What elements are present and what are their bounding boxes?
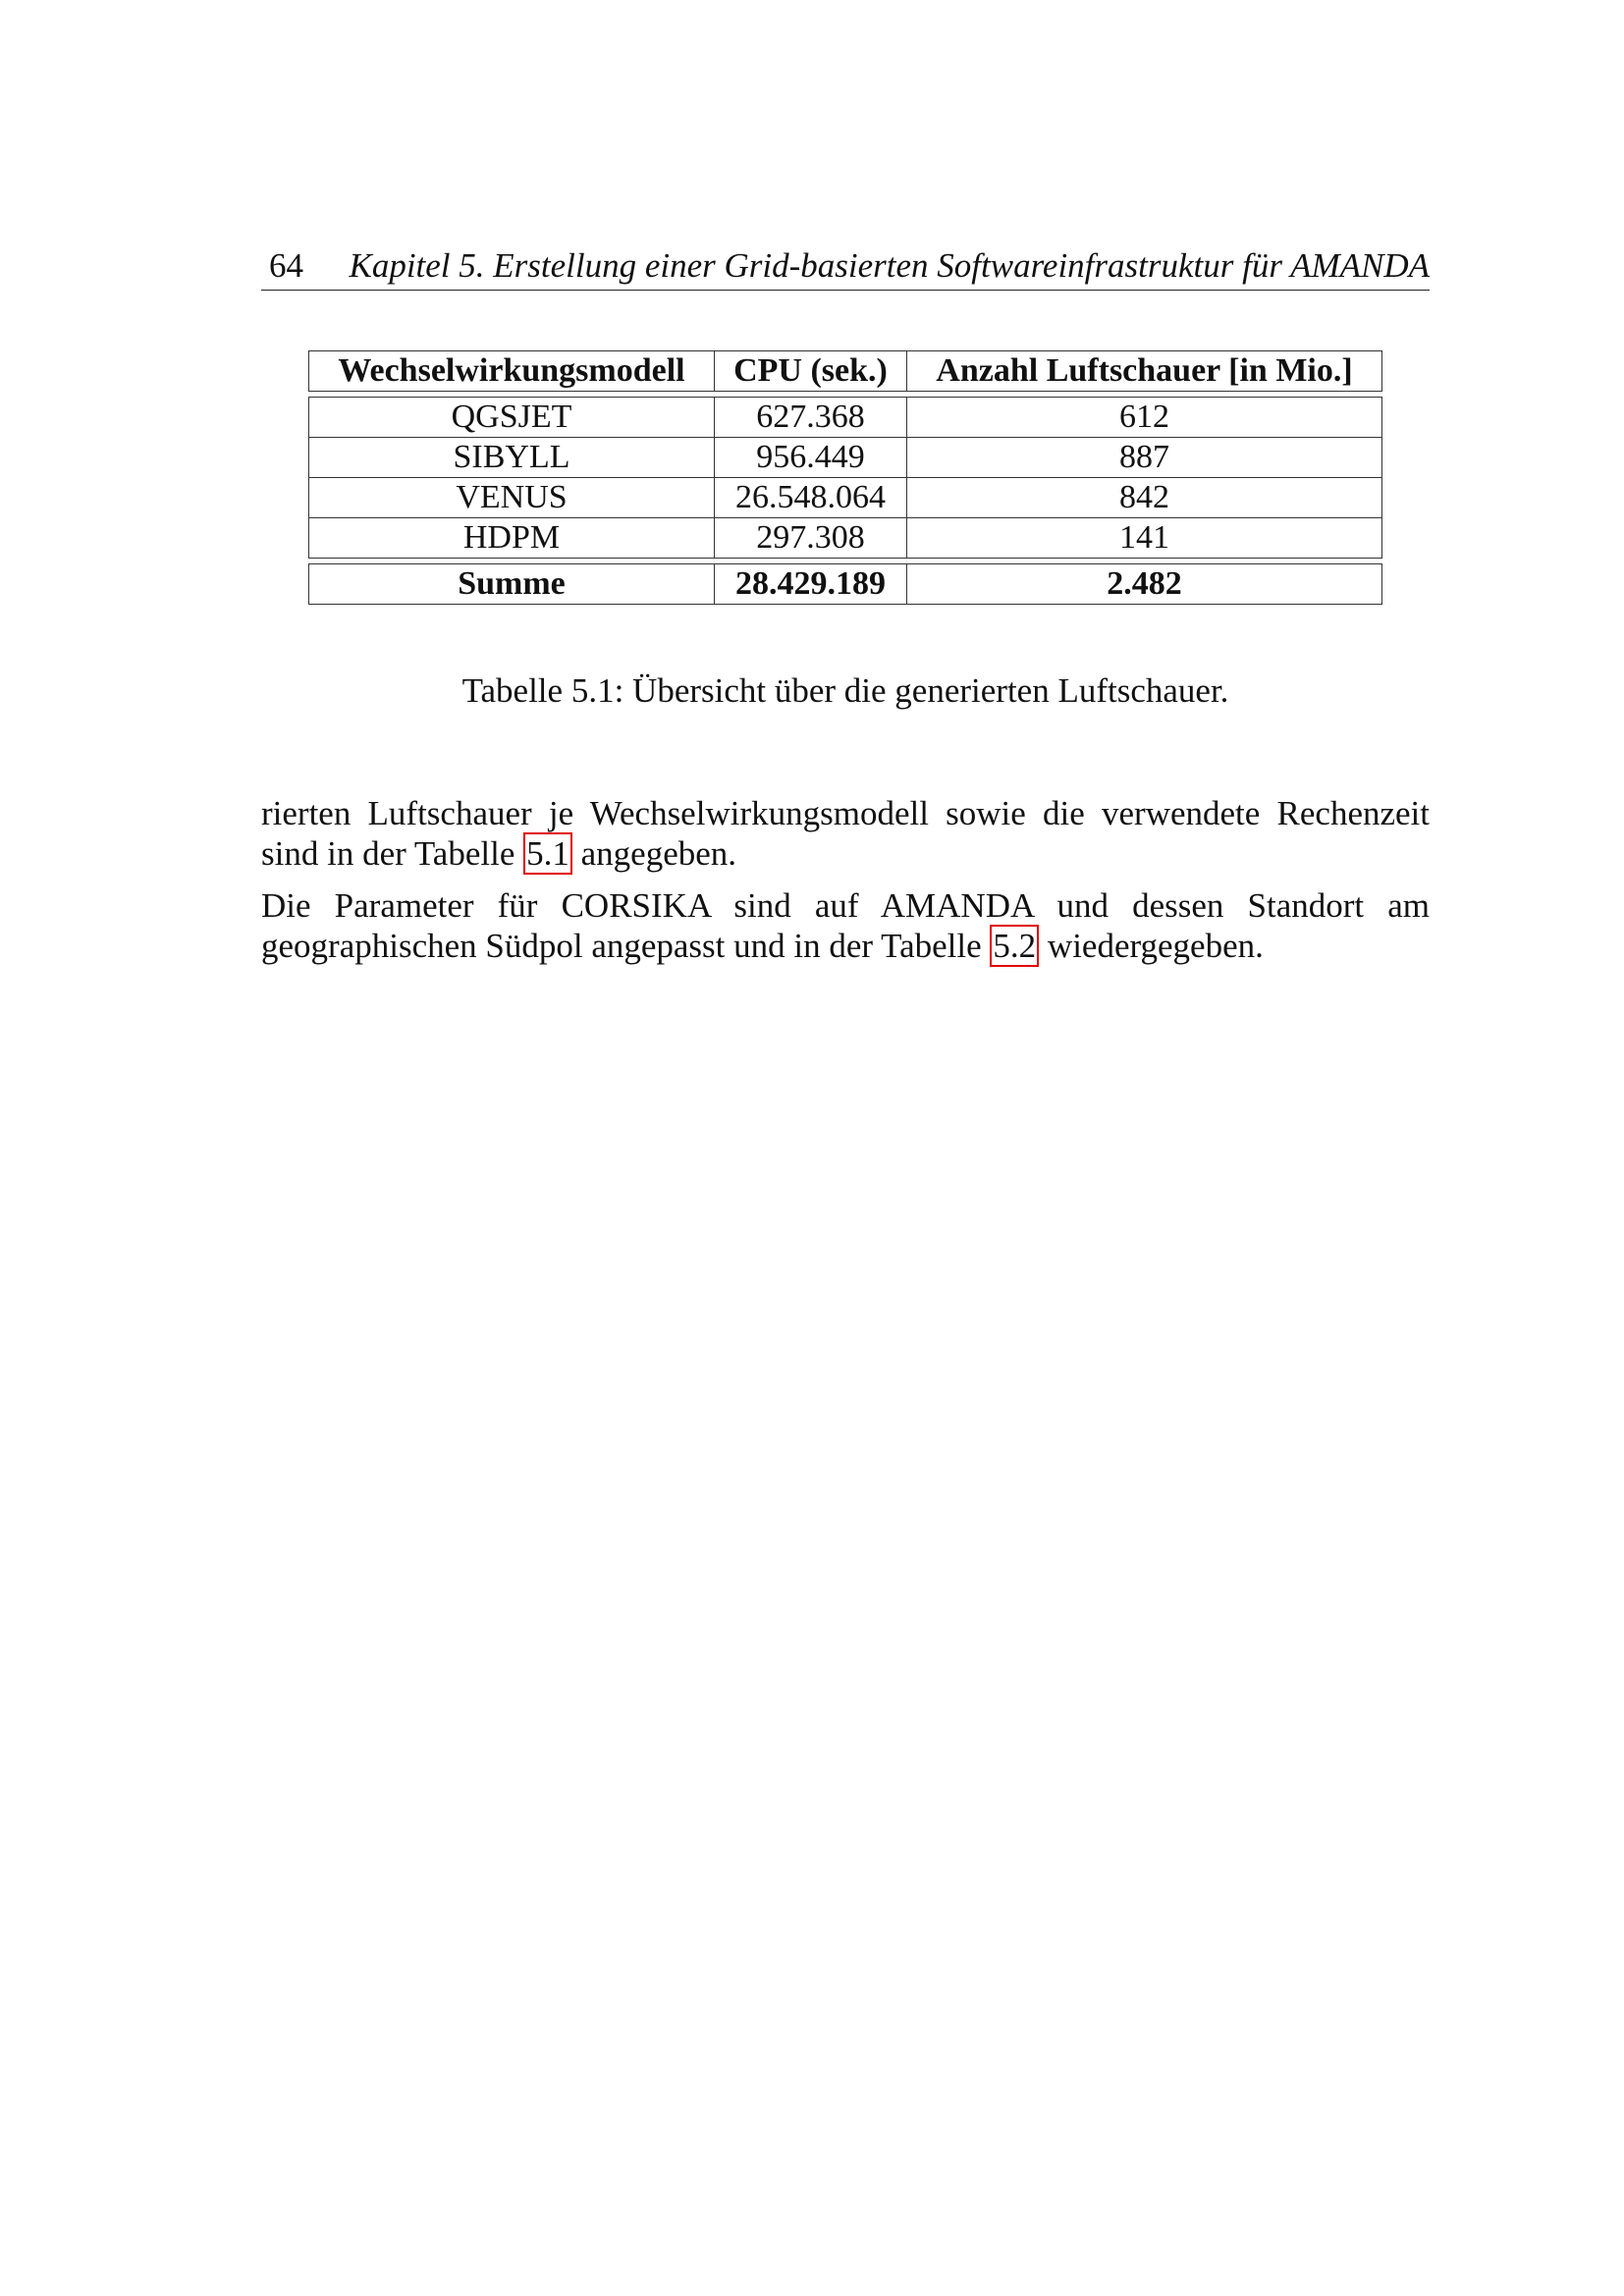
cell-model: QGSJET: [308, 397, 715, 438]
chapter-title: Kapitel 5. Erstellung einer Grid-basierten Softwareinfrastruktur für AMANDA: [349, 246, 1430, 285]
paragraph-1-text-b: angegeben.: [571, 834, 737, 873]
table-row: [308, 518, 1382, 559]
overview-table: [308, 350, 1382, 605]
total-cpu: 28.429.189: [715, 563, 907, 605]
table-header-row: [308, 350, 1382, 392]
cell-cpu: 956.449: [715, 438, 907, 478]
cell-model: SIBYLL: [308, 438, 715, 478]
cell-cpu: 297.308: [715, 518, 907, 559]
cell-showers: 887: [907, 438, 1382, 478]
table-row: [308, 438, 1382, 478]
cell-showers: 842: [907, 478, 1382, 518]
table-row: [308, 397, 1382, 438]
paragraph-2-text-b: wiedergegeben.: [1039, 927, 1264, 965]
table-caption: Tabelle 5.1: Übersicht über die generierten Luftschauer.: [461, 671, 1229, 710]
column-header-cpu: CPU (sek.): [715, 350, 907, 392]
cell-showers: 612: [907, 397, 1382, 438]
paragraph-2-text-a: Die Parameter für CORSIKA sind auf AMANDA und dessen Standort am geographischen Südpol angepasst und in der Tabelle: [261, 886, 1430, 965]
paragraph-2: [261, 885, 1430, 966]
cell-showers: 141: [907, 518, 1382, 559]
running-header: [261, 239, 1430, 291]
column-header-showers: Anzahl Luftschauer [in Mio.]: [907, 350, 1382, 392]
table-total-row: [308, 563, 1382, 605]
total-showers: 2.482: [907, 563, 1382, 605]
cell-model: HDPM: [308, 518, 715, 559]
paragraph-1: [261, 793, 1430, 874]
total-label: Summe: [308, 563, 715, 605]
table-reference-link[interactable]: 5.1: [523, 832, 572, 875]
air-shower-table: [308, 350, 1382, 605]
cell-cpu: 627.368: [715, 397, 907, 438]
cell-model: VENUS: [308, 478, 715, 518]
table-row: [308, 478, 1382, 518]
column-header-model: Wechselwirkungsmodell: [308, 350, 715, 392]
table-reference-link[interactable]: 5.2: [990, 925, 1039, 967]
page-number: 64: [269, 246, 303, 285]
paragraph-1-text-a: rierten Luftschauer je Wechselwirkungsmodell sowie die verwendete Rechenzeit sind in der Tabelle: [261, 794, 1430, 873]
cell-cpu: 26.548.064: [715, 478, 907, 518]
